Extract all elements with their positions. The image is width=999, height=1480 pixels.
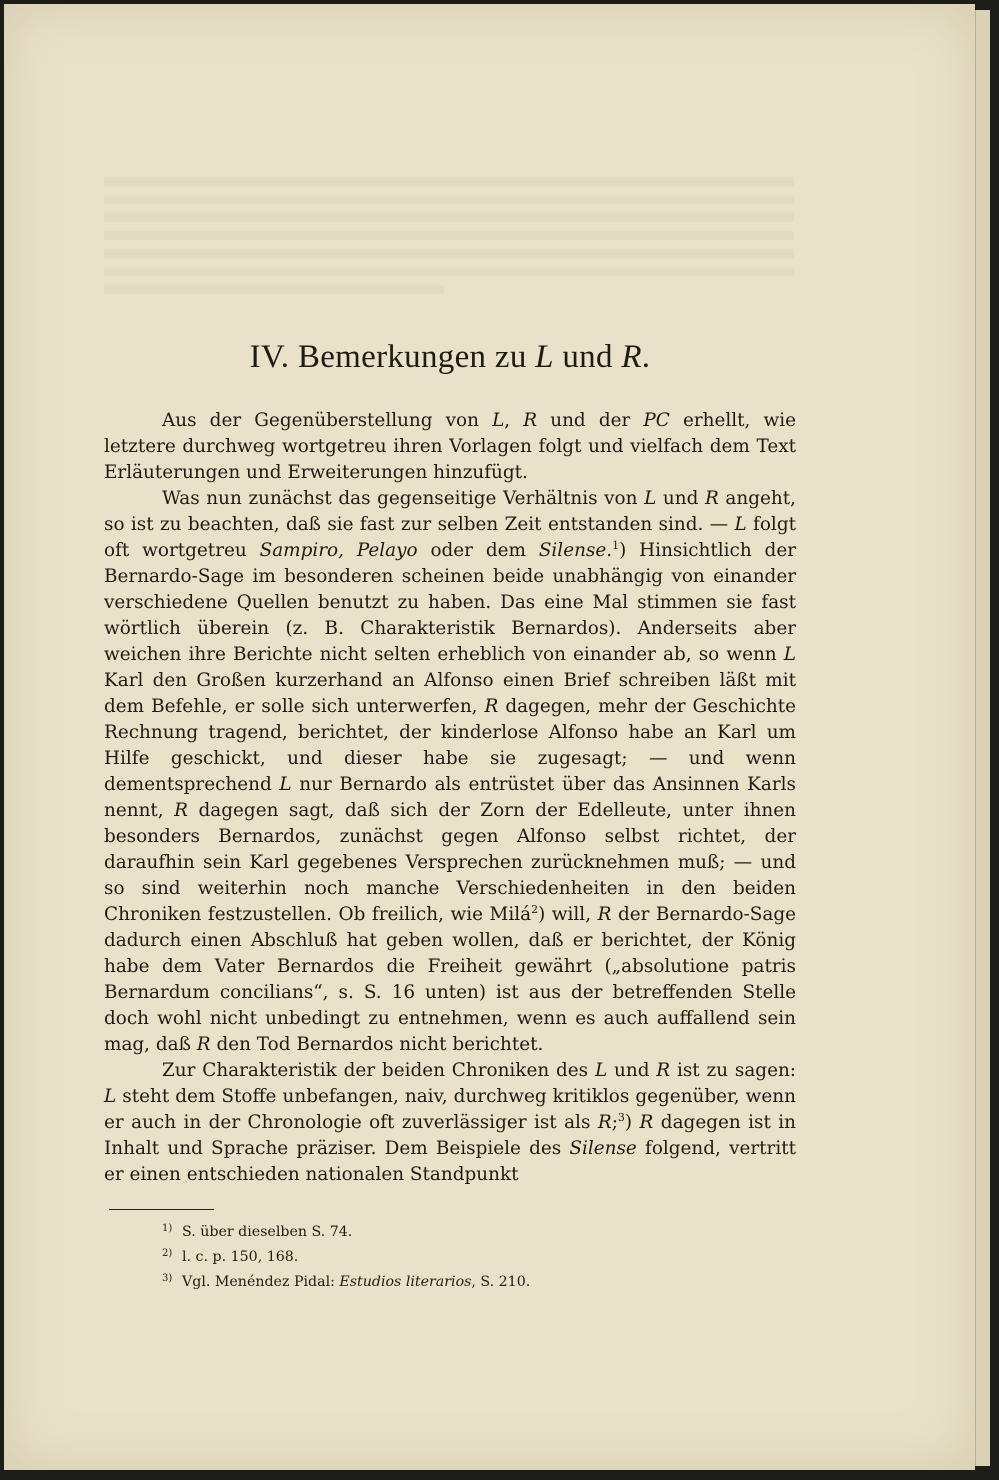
text-run: L	[734, 514, 747, 535]
text-run: den Tod Bernardos nicht berichtet.	[210, 1034, 544, 1055]
paragraph	[104, 486, 796, 1058]
text-run: Karl den Großen kurzerhand an Alfonso einen Brief schreiben läßt mit dem Befehle, er solle sich unterwerfen,	[104, 670, 796, 717]
text-run: oder dem	[417, 540, 539, 561]
bleed-through-line	[104, 231, 794, 240]
text-run: R	[523, 410, 538, 431]
text-run: ist zu sagen:	[670, 1060, 796, 1081]
bleed-through-texture	[104, 169, 804, 303]
text-run: und	[607, 1060, 657, 1081]
bleed-through-line	[104, 249, 794, 258]
document-page	[4, 4, 975, 1470]
text-run: L	[783, 644, 796, 665]
text-run: R	[639, 1112, 654, 1133]
footnote-mark: 2)	[162, 1248, 173, 1259]
text-run: R	[597, 1112, 612, 1133]
text-run: L	[279, 774, 292, 795]
footnote-text: S. über dieselben S. 74.	[182, 1224, 353, 1240]
text-run: R	[484, 696, 499, 717]
text-run: steht dem Stoffe unbefangen, naiv, durchweg kritiklos gegenüber, wenn er auch in der Chronologie oft zuverlässiger ist als	[104, 1086, 796, 1133]
footnote-title: Estudios literarios	[339, 1274, 472, 1290]
text-run: dagegen, mehr der Geschichte Rechnung tragend, berichtet, der kinderlose Alfonso habe an Karl um Hilfe geschickt, und dieser habe sie zugesagt; — und wenn dementsprechend	[104, 696, 797, 795]
page-edge	[975, 10, 990, 1466]
text-run: Sampiro, Pelayo	[259, 540, 418, 561]
bleed-through-line	[104, 213, 794, 222]
footnote-ref: 2	[531, 903, 539, 916]
footnote	[162, 1268, 762, 1293]
text-run: ;	[611, 1112, 618, 1133]
footnote-text-after: , S. 210.	[471, 1274, 531, 1290]
text-run: L	[492, 410, 505, 431]
footnote-ref: 3	[617, 1111, 625, 1124]
footnote-mark: 3)	[162, 1273, 173, 1284]
text-run: und der	[537, 410, 644, 431]
text-run: dagegen ist in Inhalt und Sprache präziser. Dem Beispiele des	[104, 1112, 797, 1159]
chapter-heading	[104, 339, 796, 376]
text-run: Aus der Gegenüberstellung von	[162, 410, 493, 431]
bleed-through-line	[104, 285, 444, 294]
heading-r: R	[621, 339, 642, 375]
text-run: Zur Charakteristik der beiden Chroniken des	[162, 1060, 595, 1081]
bleed-through-line	[104, 177, 794, 186]
text-run: Was nun zunächst das gegenseitige Verhältnis von	[162, 488, 645, 509]
heading-l: L	[535, 339, 554, 375]
text-run: )	[624, 1112, 640, 1133]
footnote-ref: 1	[612, 539, 620, 552]
body-text	[104, 339, 796, 1188]
text-run: Silense	[569, 1138, 637, 1159]
footnote-text: l. c. p. 150, 168.	[182, 1249, 299, 1265]
heading-prefix: IV. Bemerkungen zu	[249, 339, 536, 375]
paragraphs	[104, 408, 796, 1188]
text-run: folgt oft wortgetreu	[104, 514, 796, 561]
text-run: ) Hinsichtlich der Bernardo-Sage im besonderen scheinen beide unabhängig von einander verschiedene Quellen benutzt zu haben. Das eine Mal stimmen sie fast wörtlich überein (z. B. Charakteristik Bernardos). Anderseits aber weichen ihre Berichte nicht selten erheblich von einander ab, so wenn	[104, 540, 796, 665]
text-run: erhellt, wie letztere durchweg wortgetreu ihren Vorlagen folgt und vielfach dem Text Erläuterungen und Erweiterungen hinzufügt.	[104, 410, 796, 483]
text-run: L	[594, 1060, 608, 1081]
text-run: angeht, so ist zu beachten, daß sie fast zur selben Zeit entstanden sind. —	[104, 488, 796, 535]
text-run: folgend, vertritt er einen entschieden nationalen Standpunkt	[104, 1138, 796, 1185]
text-run: L	[104, 1086, 117, 1107]
heading-mid: und	[553, 339, 622, 375]
text-run: der Bernardo-Sage dadurch einen Abschluß hat geben wollen, daß er berichtet, der König habe dem Vater Bernardos die Freiheit gewährt („absolutione patris Bernardum concilians“, s. S. 16 unten) ist aus der betreffenden Stelle doch wohl nicht unbedingt zu entnehmen, wenn es auch auffallend sein mag, daß	[104, 904, 796, 1055]
paragraph	[104, 1058, 796, 1188]
text-run: R	[704, 488, 719, 509]
text-run: L	[644, 488, 657, 509]
text-run: PC	[643, 410, 670, 431]
text-run: und	[656, 488, 705, 509]
footnotes	[162, 1218, 762, 1293]
text-run: Silense.	[538, 540, 613, 561]
footnote	[162, 1218, 762, 1243]
footnote	[162, 1243, 762, 1268]
text-run: R	[656, 1060, 671, 1081]
footnote-mark: 1)	[162, 1223, 173, 1234]
footnote-text: Vgl. Menéndez Pidal:	[182, 1274, 340, 1290]
text-run: R	[174, 800, 189, 821]
text-run: nur Bernardo als entrüstet über das Ansinnen Karls nennt,	[104, 774, 796, 821]
text-run: ) will,	[538, 904, 598, 925]
text-run: ,	[504, 410, 524, 431]
heading-suffix: .	[641, 339, 651, 375]
paragraph	[104, 408, 796, 486]
text-run: R	[597, 904, 612, 925]
footnote-rule	[109, 1209, 214, 1210]
bleed-through-line	[104, 267, 794, 276]
text-run: dagegen sagt, daß sich der Zorn der Edelleute, unter ihnen besonders Bernardos, zunächst gegen Alfonso selbst richtet, der daraufhin sein Karl gegebenes Versprechen zurücknehmen muß; — und so sind weiterhin noch manche Verschiedenheiten in den beiden Chroniken festzustellen. Ob freilich, wie Milá	[104, 800, 797, 925]
bleed-through-line	[104, 195, 794, 204]
text-run: R	[196, 1034, 211, 1055]
